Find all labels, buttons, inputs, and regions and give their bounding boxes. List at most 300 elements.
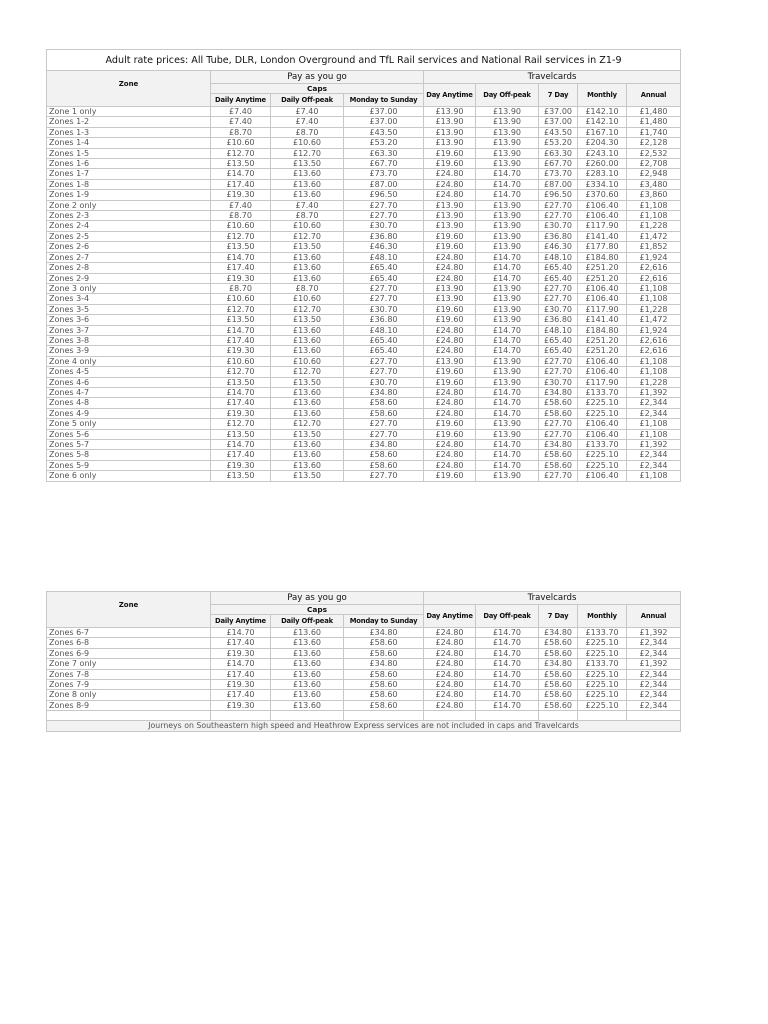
price-cell: £30.70 — [539, 377, 578, 387]
price-cell: £13.90 — [424, 221, 476, 231]
price-cell: £13.60 — [271, 628, 344, 638]
table-title: Adult rate prices: All Tube, DLR, London Overground and TfL Rail services and National Rail services in Z1-9 — [47, 50, 681, 71]
price-cell: £48.10 — [539, 325, 578, 335]
price-cell: £1,108 — [627, 283, 681, 293]
price-cell: £67.70 — [344, 159, 424, 169]
price-cell: £13.60 — [271, 398, 344, 408]
price-cell: £10.60 — [271, 294, 344, 304]
zone-cell: Zones 2-5 — [47, 231, 211, 241]
price-cell: £14.70 — [476, 680, 539, 690]
price-cell: £27.70 — [344, 419, 424, 429]
zone-cell: Zones 1-2 — [47, 117, 211, 127]
mon-sun-header: Monday to Sunday — [344, 615, 424, 628]
fares-table-zones-6-9 — [46, 591, 681, 732]
zone-cell: Zones 3-7 — [47, 325, 211, 335]
price-cell: £24.80 — [424, 179, 476, 189]
price-cell: £117.90 — [578, 377, 627, 387]
table-row — [47, 700, 681, 710]
price-cell: £1,108 — [627, 429, 681, 439]
price-cell: £10.60 — [211, 356, 271, 366]
price-cell: £13.60 — [271, 638, 344, 648]
price-cell: £36.80 — [539, 231, 578, 241]
price-cell: £12.70 — [211, 231, 271, 241]
price-cell: £106.40 — [578, 367, 627, 377]
price-cell: £13.90 — [476, 294, 539, 304]
price-cell: £1,228 — [627, 221, 681, 231]
price-cell: £19.60 — [424, 304, 476, 314]
blank-cell — [211, 711, 271, 721]
price-cell: £13.90 — [476, 231, 539, 241]
price-cell: £13.60 — [271, 460, 344, 470]
price-cell: £14.70 — [476, 252, 539, 262]
price-cell: £2,616 — [627, 346, 681, 356]
price-cell: £12.70 — [211, 367, 271, 377]
table-row — [47, 648, 681, 658]
zone-cell: Zones 2-6 — [47, 242, 211, 252]
price-cell: £133.70 — [578, 440, 627, 450]
price-cell: £27.70 — [539, 367, 578, 377]
price-cell: £27.70 — [539, 211, 578, 221]
price-cell: £1,228 — [627, 304, 681, 314]
zone-cell: Zones 5-9 — [47, 460, 211, 470]
price-cell: £12.70 — [211, 148, 271, 158]
zone-cell: Zones 3-9 — [47, 346, 211, 356]
price-cell: £58.60 — [344, 450, 424, 460]
price-cell: £53.20 — [539, 138, 578, 148]
price-cell: £24.80 — [424, 700, 476, 710]
zone-cell: Zones 2-3 — [47, 211, 211, 221]
price-cell: £24.80 — [424, 628, 476, 638]
price-cell: £14.70 — [476, 169, 539, 179]
payg-group-header: Pay as you go — [211, 592, 424, 605]
price-cell: £58.60 — [344, 669, 424, 679]
price-cell: £14.70 — [476, 628, 539, 638]
price-cell: £2,344 — [627, 690, 681, 700]
price-cell: £13.90 — [424, 127, 476, 137]
table-row — [47, 450, 681, 460]
zone-cell: Zone 3 only — [47, 283, 211, 293]
price-cell: £34.80 — [344, 440, 424, 450]
price-cell: £1,108 — [627, 356, 681, 366]
price-cell: £27.70 — [344, 211, 424, 221]
price-cell: £58.60 — [344, 408, 424, 418]
price-cell: £177.80 — [578, 242, 627, 252]
price-cell: £8.70 — [211, 211, 271, 221]
price-cell: £27.70 — [344, 367, 424, 377]
table-row — [47, 138, 681, 148]
price-cell: £14.70 — [476, 669, 539, 679]
price-cell: £27.70 — [344, 471, 424, 481]
price-cell: £46.30 — [539, 242, 578, 252]
price-cell: £142.10 — [578, 107, 627, 117]
price-cell: £13.60 — [271, 325, 344, 335]
table-row — [47, 315, 681, 325]
price-cell: £14.70 — [476, 346, 539, 356]
zone-cell: Zones 7-9 — [47, 680, 211, 690]
price-cell: £24.80 — [424, 273, 476, 283]
mon-sun-header: Monday to Sunday — [344, 94, 424, 107]
table-row — [47, 273, 681, 283]
price-cell: £14.70 — [476, 335, 539, 345]
zone-cell: Zones 4-7 — [47, 387, 211, 397]
price-cell: £13.50 — [271, 159, 344, 169]
price-cell: £65.40 — [539, 273, 578, 283]
price-cell: £27.70 — [344, 283, 424, 293]
price-cell: £225.10 — [578, 690, 627, 700]
price-cell: £65.40 — [539, 346, 578, 356]
price-cell: £106.40 — [578, 419, 627, 429]
price-cell: £24.80 — [424, 190, 476, 200]
daily-offpeak-header: Daily Off-peak — [271, 615, 344, 628]
price-cell: £65.40 — [344, 263, 424, 273]
table-row — [47, 460, 681, 470]
price-cell: £1,108 — [627, 419, 681, 429]
zone-cell: Zone 1 only — [47, 107, 211, 117]
price-cell: £106.40 — [578, 471, 627, 481]
price-cell: £14.70 — [476, 325, 539, 335]
price-cell: £58.60 — [539, 648, 578, 658]
price-cell: £225.10 — [578, 680, 627, 690]
price-cell: £34.80 — [344, 628, 424, 638]
price-cell: £13.90 — [424, 117, 476, 127]
zone-cell: Zones 5-8 — [47, 450, 211, 460]
table-row — [47, 294, 681, 304]
table-row — [47, 367, 681, 377]
price-cell: £243.10 — [578, 148, 627, 158]
price-cell: £13.60 — [271, 450, 344, 460]
zone-cell: Zone 7 only — [47, 659, 211, 669]
price-cell: £63.30 — [344, 148, 424, 158]
price-cell: £73.70 — [539, 169, 578, 179]
price-cell: £19.60 — [424, 429, 476, 439]
price-cell: £58.60 — [539, 408, 578, 418]
price-cell: £19.60 — [424, 242, 476, 252]
price-cell: £24.80 — [424, 169, 476, 179]
price-cell: £1,472 — [627, 315, 681, 325]
price-cell: £14.70 — [476, 638, 539, 648]
price-cell: £13.90 — [476, 242, 539, 252]
zone-cell: Zones 3-8 — [47, 335, 211, 345]
price-cell: £27.70 — [539, 294, 578, 304]
zone-cell: Zones 5-6 — [47, 429, 211, 439]
price-cell: £184.80 — [578, 252, 627, 262]
price-cell: £2,948 — [627, 169, 681, 179]
price-cell: £58.60 — [539, 700, 578, 710]
price-cell: £30.70 — [539, 304, 578, 314]
price-cell: £7.40 — [271, 107, 344, 117]
price-cell: £58.60 — [344, 638, 424, 648]
price-cell: £13.60 — [271, 190, 344, 200]
price-cell: £13.90 — [476, 221, 539, 231]
price-cell: £13.60 — [271, 252, 344, 262]
price-cell: £14.70 — [476, 450, 539, 460]
price-cell: £141.40 — [578, 315, 627, 325]
zone-cell: Zones 1-6 — [47, 159, 211, 169]
price-cell: £142.10 — [578, 117, 627, 127]
zone-cell: Zones 1-9 — [47, 190, 211, 200]
price-cell: £48.10 — [344, 252, 424, 262]
price-cell: £24.80 — [424, 325, 476, 335]
price-cell: £14.70 — [476, 273, 539, 283]
table-row — [47, 408, 681, 418]
price-cell: £17.40 — [211, 179, 271, 189]
price-cell: £14.70 — [476, 263, 539, 273]
table-row — [47, 283, 681, 293]
price-cell: £67.70 — [539, 159, 578, 169]
price-cell: £13.50 — [211, 429, 271, 439]
price-cell: £34.80 — [539, 628, 578, 638]
price-cell: £13.60 — [271, 408, 344, 418]
price-cell: £12.70 — [211, 304, 271, 314]
price-cell: £58.60 — [344, 680, 424, 690]
price-cell: £260.00 — [578, 159, 627, 169]
price-cell: £7.40 — [271, 200, 344, 210]
price-cell: £13.90 — [476, 304, 539, 314]
price-cell: £19.30 — [211, 460, 271, 470]
zone-cell: Zone 4 only — [47, 356, 211, 366]
price-cell: £7.40 — [211, 107, 271, 117]
price-cell: £65.40 — [539, 263, 578, 273]
caps-header: Caps — [211, 84, 424, 94]
zone-cell: Zones 4-9 — [47, 408, 211, 418]
seven-day-header: 7 Day — [539, 605, 578, 628]
day-offpeak-header: Day Off-peak — [476, 605, 539, 628]
price-cell: £133.70 — [578, 387, 627, 397]
price-cell: £27.70 — [344, 294, 424, 304]
price-cell: £87.00 — [344, 179, 424, 189]
price-cell: £1,392 — [627, 628, 681, 638]
price-cell: £251.20 — [578, 346, 627, 356]
zone-cell: Zones 2-7 — [47, 252, 211, 262]
price-cell: £24.80 — [424, 680, 476, 690]
price-cell: £1,228 — [627, 377, 681, 387]
price-cell: £13.50 — [211, 315, 271, 325]
price-cell: £13.60 — [271, 669, 344, 679]
price-cell: £58.60 — [539, 669, 578, 679]
zone-cell: Zones 3-5 — [47, 304, 211, 314]
price-cell: £17.40 — [211, 690, 271, 700]
price-cell: £8.70 — [271, 127, 344, 137]
table-row — [47, 107, 681, 117]
price-cell: £2,708 — [627, 159, 681, 169]
price-cell: £7.40 — [271, 117, 344, 127]
price-cell: £24.80 — [424, 408, 476, 418]
price-cell: £13.50 — [271, 315, 344, 325]
price-cell: £19.60 — [424, 419, 476, 429]
travelcards-group-header: Travelcards — [424, 592, 681, 605]
price-cell: £106.40 — [578, 283, 627, 293]
price-cell: £13.90 — [424, 211, 476, 221]
price-cell: £3,860 — [627, 190, 681, 200]
annual-header: Annual — [627, 605, 681, 628]
zone-cell: Zones 7-8 — [47, 669, 211, 679]
price-cell: £2,344 — [627, 680, 681, 690]
price-cell: £36.80 — [344, 231, 424, 241]
seven-day-header: 7 Day — [539, 84, 578, 107]
price-cell: £27.70 — [344, 356, 424, 366]
table-row — [47, 221, 681, 231]
price-cell: £14.70 — [476, 659, 539, 669]
price-cell: £27.70 — [539, 283, 578, 293]
price-cell: £1,108 — [627, 294, 681, 304]
price-cell: £7.40 — [211, 200, 271, 210]
price-cell: £14.70 — [211, 440, 271, 450]
price-cell: £13.60 — [271, 169, 344, 179]
blank-cell — [271, 711, 344, 721]
price-cell: £12.70 — [271, 367, 344, 377]
price-cell: £19.30 — [211, 408, 271, 418]
price-cell: £17.40 — [211, 669, 271, 679]
blank-cell — [476, 711, 539, 721]
price-cell: £3,480 — [627, 179, 681, 189]
price-cell: £36.80 — [344, 315, 424, 325]
table-row — [47, 190, 681, 200]
price-cell: £48.10 — [539, 252, 578, 262]
price-cell: £13.60 — [271, 700, 344, 710]
price-cell: £2,344 — [627, 669, 681, 679]
price-cell: £27.70 — [539, 200, 578, 210]
price-cell: £19.30 — [211, 273, 271, 283]
caps-header: Caps — [211, 605, 424, 615]
footnote: Journeys on Southeastern high speed and Heathrow Express services are not included in caps and Travelcards — [47, 721, 681, 732]
price-cell: £225.10 — [578, 450, 627, 460]
price-cell: £34.80 — [344, 387, 424, 397]
price-cell: £65.40 — [344, 335, 424, 345]
price-cell: £13.90 — [476, 127, 539, 137]
price-cell: £10.60 — [271, 221, 344, 231]
price-cell: £19.60 — [424, 315, 476, 325]
price-cell: £117.90 — [578, 304, 627, 314]
price-cell: £106.40 — [578, 356, 627, 366]
price-cell: £73.70 — [344, 169, 424, 179]
blank-cell — [424, 711, 476, 721]
price-cell: £370.60 — [578, 190, 627, 200]
table-row — [47, 377, 681, 387]
price-cell: £14.70 — [211, 628, 271, 638]
price-cell: £27.70 — [344, 200, 424, 210]
price-cell: £2,616 — [627, 273, 681, 283]
price-cell: £65.40 — [539, 335, 578, 345]
price-cell: £17.40 — [211, 450, 271, 460]
price-cell: £10.60 — [211, 221, 271, 231]
price-cell: £13.90 — [476, 377, 539, 387]
price-cell: £24.80 — [424, 450, 476, 460]
price-cell: £13.90 — [476, 159, 539, 169]
zone-cell: Zones 5-7 — [47, 440, 211, 450]
price-cell: £19.30 — [211, 648, 271, 658]
price-cell: £14.70 — [476, 179, 539, 189]
price-cell: £37.00 — [344, 117, 424, 127]
price-cell: £13.90 — [424, 107, 476, 117]
price-cell: £334.10 — [578, 179, 627, 189]
zone-cell: Zone 6 only — [47, 471, 211, 481]
price-cell: £24.80 — [424, 252, 476, 262]
price-cell: £2,532 — [627, 148, 681, 158]
table-row — [47, 669, 681, 679]
daily-anytime-header: Daily Anytime — [211, 94, 271, 107]
price-cell: £14.70 — [476, 190, 539, 200]
price-cell: £87.00 — [539, 179, 578, 189]
zone-cell: Zones 4-6 — [47, 377, 211, 387]
zone-cell: Zones 1-8 — [47, 179, 211, 189]
price-cell: £106.40 — [578, 294, 627, 304]
table-row — [47, 159, 681, 169]
blank-cell — [627, 711, 681, 721]
price-cell: £10.60 — [211, 294, 271, 304]
price-cell: £225.10 — [578, 460, 627, 470]
zone-cell: Zones 1-3 — [47, 127, 211, 137]
price-cell: £43.50 — [539, 127, 578, 137]
price-cell: £2,616 — [627, 335, 681, 345]
price-cell: £2,344 — [627, 638, 681, 648]
zone-cell: Zones 1-4 — [47, 138, 211, 148]
price-cell: £43.50 — [344, 127, 424, 137]
price-cell: £251.20 — [578, 273, 627, 283]
price-cell: £13.90 — [476, 148, 539, 158]
table-row — [47, 680, 681, 690]
price-cell: £7.40 — [211, 117, 271, 127]
price-cell: £24.80 — [424, 335, 476, 345]
price-cell: £283.10 — [578, 169, 627, 179]
price-cell: £13.90 — [424, 200, 476, 210]
price-cell: £27.70 — [539, 419, 578, 429]
price-cell: £65.40 — [344, 273, 424, 283]
price-cell: £24.80 — [424, 669, 476, 679]
monthly-header: Monthly — [578, 605, 627, 628]
price-cell: £34.80 — [539, 440, 578, 450]
price-cell: £14.70 — [211, 169, 271, 179]
price-cell: £13.60 — [271, 346, 344, 356]
price-cell: £225.10 — [578, 700, 627, 710]
price-cell: £17.40 — [211, 638, 271, 648]
price-cell: £8.70 — [211, 127, 271, 137]
price-cell: £19.30 — [211, 190, 271, 200]
price-cell: £8.70 — [271, 283, 344, 293]
price-cell: £2,344 — [627, 408, 681, 418]
price-cell: £30.70 — [344, 304, 424, 314]
price-cell: £12.70 — [271, 231, 344, 241]
price-cell: £1,924 — [627, 252, 681, 262]
price-cell: £117.90 — [578, 221, 627, 231]
price-cell: £58.60 — [539, 460, 578, 470]
price-cell: £19.60 — [424, 148, 476, 158]
price-cell: £14.70 — [476, 398, 539, 408]
table-row — [47, 659, 681, 669]
price-cell: £19.60 — [424, 231, 476, 241]
price-cell: £13.60 — [271, 680, 344, 690]
price-cell: £13.90 — [476, 138, 539, 148]
blank-cell — [578, 711, 627, 721]
table-row — [47, 690, 681, 700]
price-cell: £13.60 — [271, 273, 344, 283]
zone-cell: Zones 3-4 — [47, 294, 211, 304]
zone-cell: Zones 1-7 — [47, 169, 211, 179]
price-cell: £12.70 — [211, 419, 271, 429]
blank-cell — [47, 711, 211, 721]
price-cell: £13.50 — [271, 377, 344, 387]
blank-row — [47, 711, 681, 721]
price-cell: £13.60 — [271, 690, 344, 700]
table-row — [47, 325, 681, 335]
price-cell: £13.50 — [211, 377, 271, 387]
price-cell: £19.60 — [424, 377, 476, 387]
price-cell: £14.70 — [476, 648, 539, 658]
price-cell: £58.60 — [539, 450, 578, 460]
price-cell: £24.80 — [424, 659, 476, 669]
payg-group-header: Pay as you go — [211, 71, 424, 84]
zone-cell: Zone 2 only — [47, 200, 211, 210]
price-cell: £65.40 — [344, 346, 424, 356]
